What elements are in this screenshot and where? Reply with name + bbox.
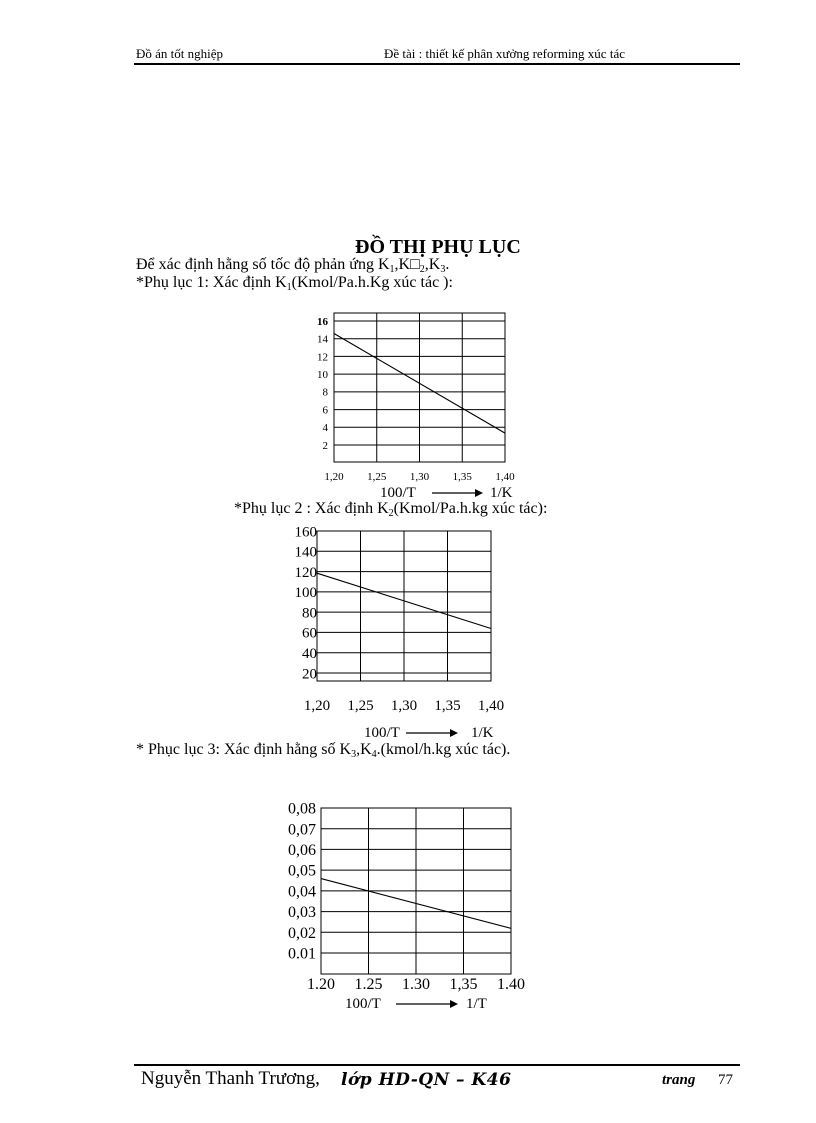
chart-1-x-tick-label: 1,40	[495, 471, 515, 483]
chart-1-y-tick-label: 8	[322, 386, 328, 399]
intro-sub-1: 1	[389, 264, 395, 275]
appendix-3-mid: ,K	[356, 741, 372, 758]
chart-3-y-tick-label: 0,04	[288, 883, 316, 901]
intro-mid-2: ,K	[424, 256, 441, 273]
page-title: ĐỒ THỊ PHỤ LỤC	[355, 236, 521, 258]
chart-1-xlabel-left: 100/T	[380, 485, 416, 501]
chart-3-y-tick-label: 0,06	[288, 842, 316, 860]
footer-page-word: trang	[662, 1072, 696, 1088]
appendix-1-sub: 1	[286, 282, 292, 293]
chart-1-y-tick-label: 14	[317, 333, 328, 346]
appendix-2-prefix: *Phụ lục 2 : Xác định K	[234, 500, 389, 517]
chart-1-y-tick-label: 2	[322, 439, 328, 452]
chart-2-xlabel-left: 100/T	[364, 725, 400, 741]
chart-1-x-tick-label: 1,35	[452, 471, 472, 483]
chart-1-arrow-head	[475, 489, 483, 497]
chart-2-x-tick-label: 1,40	[477, 698, 505, 714]
chart-1-y-tick-label: 12	[317, 351, 328, 364]
header-right: Đề tài : thiết kế phân xưởng reforming xúc tác	[384, 46, 625, 61]
chart-2-y-tick-label: 160	[294, 524, 317, 541]
chart-3-y-tick-label: 0,03	[288, 904, 316, 922]
chart-3-x-tick-label: 1.20	[307, 976, 335, 993]
chart-2-y-tick-label: 120	[294, 564, 317, 581]
chart-3-x-tick-label: 1.25	[354, 976, 383, 993]
footer-rule	[134, 1064, 740, 1066]
appendix-3-suffix: .(kmol/h.kg xúc tác).	[376, 741, 511, 758]
appendix-2-sub: 2	[388, 508, 394, 519]
chart-2-x-tick-label: 1,20	[303, 698, 331, 714]
chart-3-arrow-head	[450, 1000, 458, 1008]
chart-3-x-tick-label: 1.40	[497, 976, 525, 993]
intro-prefix: Để xác định hằng số tốc độ phản ứng K	[136, 256, 390, 273]
chart-3-y-tick-label: 0.01	[288, 945, 316, 963]
chart-3-y-tick-label: 0,05	[288, 862, 316, 880]
chart-2-x-tick-label: 1,25	[347, 698, 374, 714]
chart-2-y-tick-label: 40	[302, 645, 317, 662]
intro-box-glyph: □	[410, 256, 420, 273]
chart-3-x-tick-label: 1,35	[449, 976, 478, 993]
chart-1-y-tick-label: 10	[317, 368, 328, 381]
header-left: Đồ án tốt nghiệp	[136, 46, 224, 61]
chart-1-x-tick-label: 1,25	[367, 471, 387, 483]
chart-2-x-tick-label: 1,30	[390, 698, 418, 714]
appendix-3-prefix: * Phục lục 3: Xác định hằng số K	[136, 741, 352, 758]
intro-sub-3: 3	[440, 264, 446, 275]
footer-author: Nguyễn Thanh Trương,	[141, 1068, 320, 1089]
chart-3-y-tick-label: 0,08	[288, 800, 316, 818]
chart-2-y-tick-label: 140	[294, 544, 317, 561]
chart-1-y-tick-label: 16	[317, 315, 328, 328]
appendix-2-suffix: (Kmol/Pa.h.kg xúc tác):	[393, 500, 548, 517]
appendix-1-suffix: (Kmol/Pa.h.Kg xúc tác ):	[291, 274, 453, 291]
appendix-3-sub-1: 3	[351, 749, 357, 760]
chart-2-y-tick-label: 100	[294, 585, 317, 602]
chart-2-y-tick-label: 20	[302, 666, 317, 683]
footer-class: lớp HD-QN – K46	[341, 1070, 512, 1090]
chart-2-y-tick-label: 60	[302, 625, 317, 642]
chart-1-x-tick-label: 1,20	[324, 471, 344, 483]
chart-3-x-tick-label: 1.30	[402, 976, 430, 993]
chart-1-y-tick-label: 4	[322, 422, 328, 435]
chart-3-y-tick-label: 0,07	[288, 821, 316, 839]
chart-2-xlabel-right: 1/K	[471, 725, 494, 741]
chart-3-y-tick-label: 0,02	[288, 924, 316, 942]
footer-page-number: 77	[718, 1072, 733, 1088]
chart-1-x-tick-label: 1,30	[409, 471, 430, 483]
intro-end: .	[445, 256, 450, 273]
appendix-1-prefix: *Phụ lục 1: Xác định K	[136, 274, 287, 291]
chart-2-y-tick-label: 80	[302, 605, 317, 622]
chart-2-arrow-head	[450, 729, 458, 737]
chart-1-y-tick-label: 6	[322, 404, 328, 417]
intro-mid-1: ,K	[394, 256, 411, 273]
chart-1-xlabel-right: 1/K	[490, 485, 513, 501]
appendix-3-sub-2: 4	[371, 749, 377, 760]
chart-3-xlabel-right: 1/T	[466, 996, 487, 1012]
chart-2-x-tick-label: 1,35	[434, 698, 461, 714]
intro-sub-2: 2	[419, 264, 425, 275]
chart-3-xlabel-left: 100/T	[345, 996, 381, 1012]
